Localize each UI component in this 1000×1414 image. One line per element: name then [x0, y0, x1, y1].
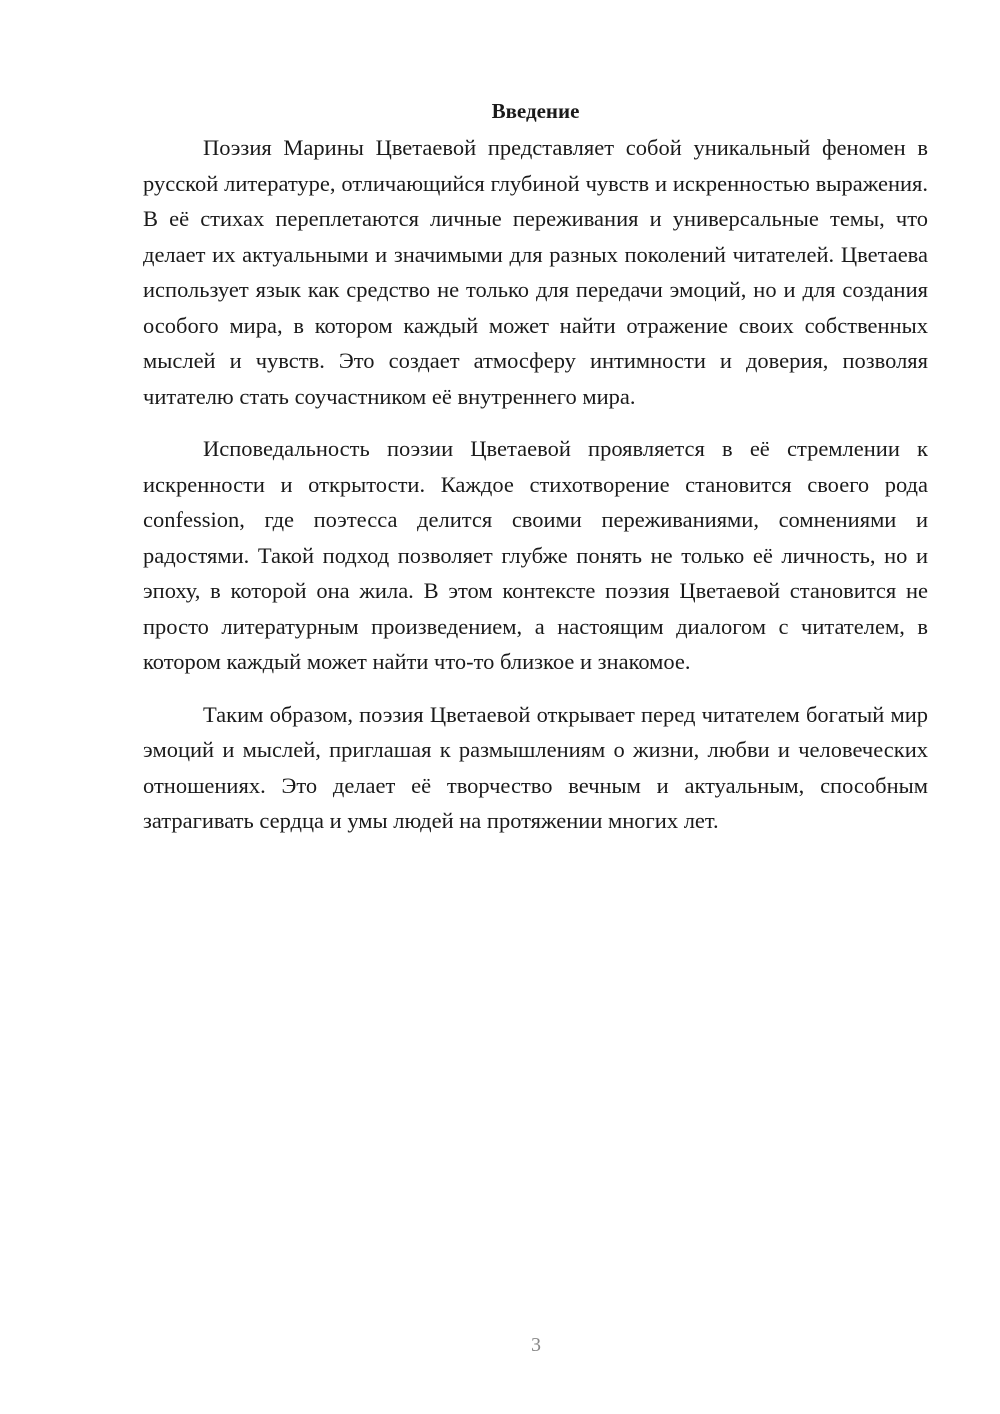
- paragraph-1: Поэзия Марины Цветаевой представляет собой уникальный феномен в русской литературе, отличающийся глубиной чувств и искренностью выражения. В её стихах переплетаются личные переживания и универсальные темы, что делает их актуальными и значимыми для разных поколений читателей. Цветаева использует язык как средство не только для передачи эмоций, но и для создания особого мира, в котором каждый может найти отражение своих собственных мыслей и чувств. Это создает атмосферу интимности и доверия, позволяя читателю стать соучастником её внутреннего мира.: [143, 135, 928, 409]
- paragraph-3: Таким образом, поэзия Цветаевой открывает перед читателем богатый мир эмоций и мыслей, приглашая к размышлениям о жизни, любви и человеческих отношениях. Это делает её творчество вечным и актуальным, способным затрагивать сердца и умы людей на протяжении многих лет.: [143, 701, 928, 833]
- page-number: 3: [531, 1334, 541, 1356]
- document-body: [143, 96, 928, 839]
- paragraph-2: Исповедальность поэзии Цветаевой проявляется в её стремлении к искренности и открытости. Каждое стихотворение становится своего рода confession, где поэтесса делится своими переживаниями, сомнениями и радостями. Такой подход позволяет глубже понять не только её личность, но и эпоху, в которой она жила. В этом контексте поэзия Цветаевой становится не просто литературным произведением, а настоящим диалогом с читателем, в котором каждый может найти что-то близкое и знакомое.: [143, 436, 928, 674]
- section-heading: Введение: [491, 99, 580, 123]
